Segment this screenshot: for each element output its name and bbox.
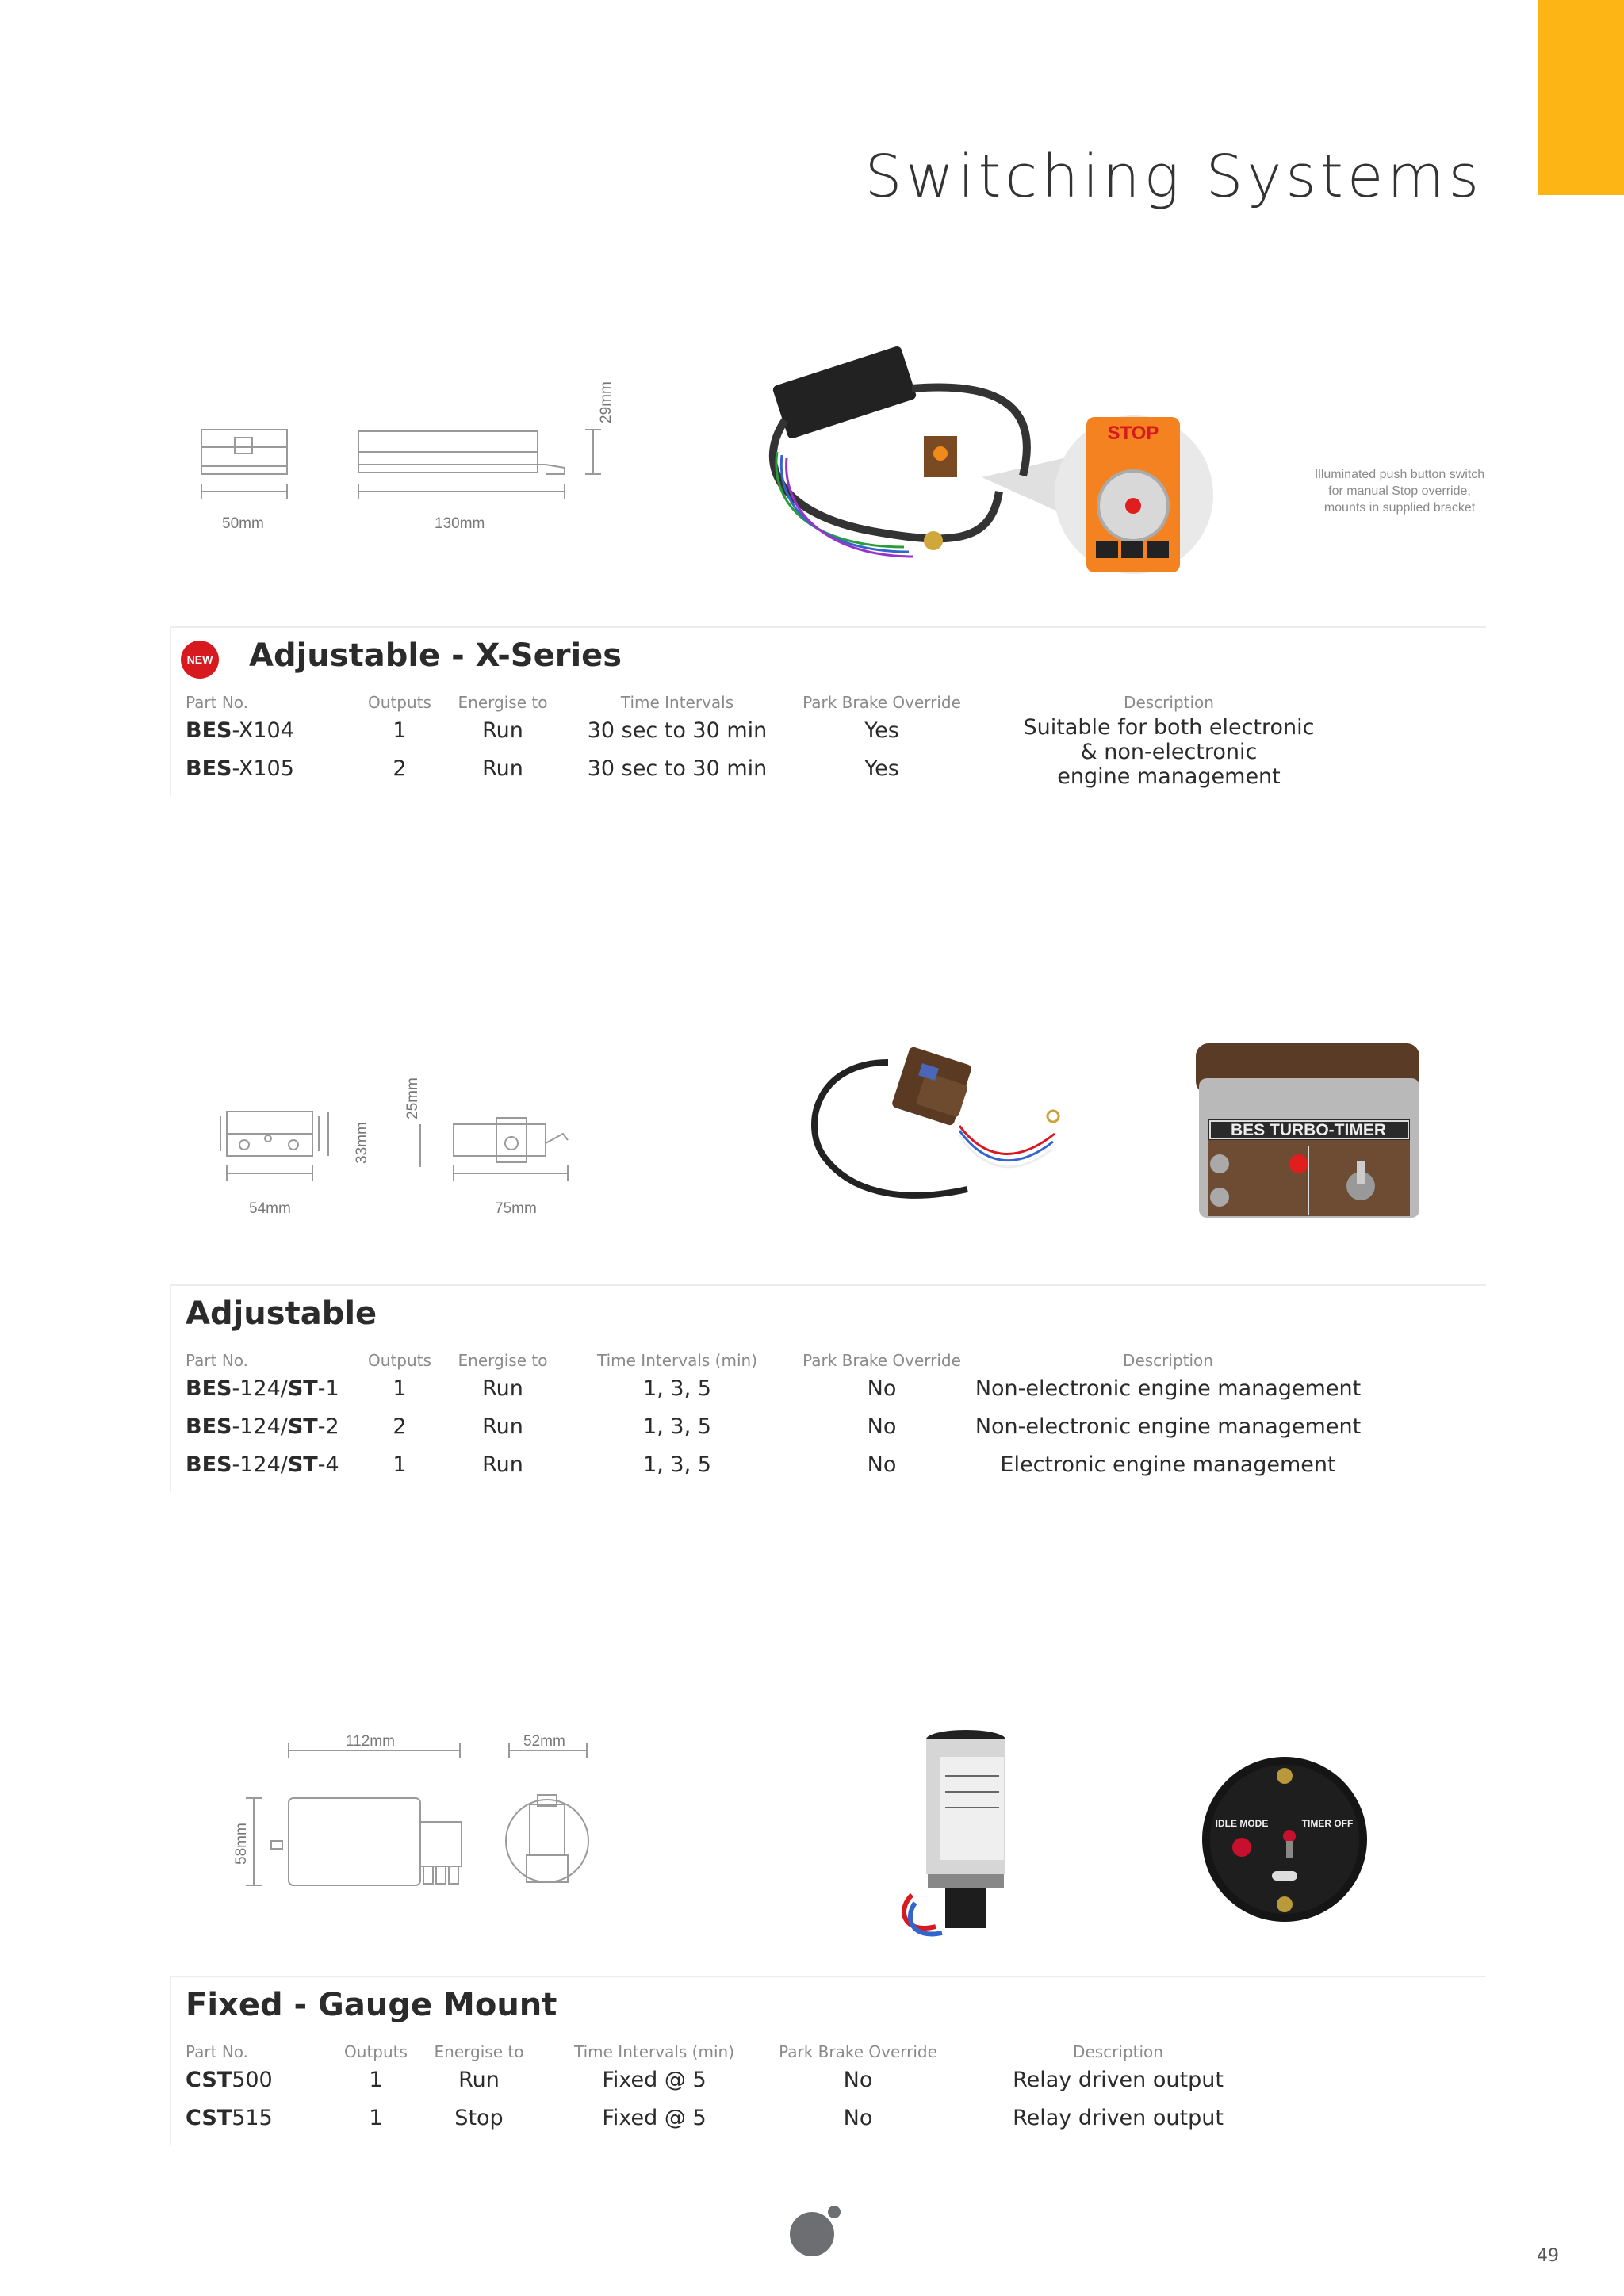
table-row-energise: Run [482,1452,523,1477]
table-row-outputs: 1 [393,1452,407,1477]
x-series-dimension-drawing [190,373,634,547]
col-header-outputs: Outputs [368,1351,431,1370]
col-header-description: Description [1124,693,1214,712]
col-header-energise: Energise to [458,1351,548,1370]
new-badge: NEW [181,641,219,679]
stop-button-callout: Illuminated push button switch for manual Stop override, mounts in supplied bracket [1314,468,1485,515]
col-header-time: Time Intervals [620,693,734,712]
section-title: Fixed - Gauge Mount [186,1987,557,2023]
table-row-part-no: CST515 [186,2106,273,2130]
table-row-description: Non-electronic engine management [975,1376,1362,1401]
gauge-height-dim: 58mm [233,1823,250,1865]
table-row-part-no: CST500 [186,2068,273,2092]
adjustable-height-dim: 33mm [354,1122,370,1164]
table-row-energise: Run [482,718,523,743]
gauge-right-label: TIMER OFF [1301,1818,1354,1829]
turbo-timer-image [1182,1031,1435,1229]
table-row-description: Electronic engine management [1000,1452,1336,1477]
table-row-time: 1, 3, 5 [643,1376,711,1401]
table-row-part-no: BES-124/ST-1 [186,1376,339,1401]
table-row-part-no: BES-124/ST-4 [186,1452,339,1477]
table-row-time: Fixed @ 5 [602,2106,707,2130]
gauge-face-image [1197,1752,1372,1927]
gauge-length-dim: 112mm [346,1733,395,1750]
x-series-height-dim: 29mm [598,381,615,423]
col-header-time: Time Intervals (min) [597,1351,757,1370]
adjustable-timer-module-image [801,1039,1071,1229]
table-row-energise: Stop [454,2106,504,2130]
table-row-time: Fixed @ 5 [602,2068,707,2092]
x-series-description: Suitable for both electronic & non-electronic engine management [1023,715,1315,789]
table-row-park: No [843,2106,873,2130]
col-header-description: Description [1123,1351,1213,1370]
adjustable-length-dim: 75mm [495,1200,537,1217]
adjustable-width-dim: 54mm [249,1200,291,1217]
table-row-time: 1, 3, 5 [643,1414,711,1439]
col-header-part-no: Part No. [186,693,249,712]
section-title: Adjustable [186,1295,377,1332]
table-row-time: 1, 3, 5 [643,1452,711,1477]
turbo-timer-label: BES TURBO-TIMER [1231,1121,1386,1139]
section-adjustable-x-series [170,626,1486,796]
table-row-park: Yes [864,756,899,781]
table-row-outputs: 1 [393,718,407,743]
col-header-energise: Energise to [434,2042,524,2061]
col-header-part-no: Part No. [186,2042,249,2061]
table-row-park: No [867,1414,897,1439]
table-row-description: Relay driven output [1013,2068,1224,2092]
table-row-time: 30 sec to 30 min [587,756,768,781]
table-row-outputs: 1 [369,2106,383,2130]
table-row-energise: Run [482,1376,523,1401]
col-header-time: Time Intervals (min) [574,2042,734,2061]
col-header-park-brake: Park Brake Override [802,693,961,712]
table-row-outputs: 1 [369,2068,383,2092]
x-series-product-image [753,333,1324,595]
table-row-energise: Run [458,2068,500,2092]
section-title: Adjustable - X-Series [249,637,622,674]
adjustable-depth-dim: 25mm [404,1077,421,1119]
gauge-mount-dimension-drawing [222,1728,619,1919]
adjustable-dimension-drawing [214,1054,611,1229]
section-fixed-gauge-mount [170,1976,1486,2145]
brand-logo-icon [790,2204,845,2260]
col-header-outputs: Outputs [344,2042,408,2061]
table-row-outputs: 2 [393,756,407,781]
table-row-outputs: 2 [393,1414,407,1439]
table-row-outputs: 1 [393,1376,407,1401]
gauge-diameter-dim: 52mm [523,1733,565,1750]
col-header-energise: Energise to [458,693,548,712]
table-row-time: 30 sec to 30 min [587,718,768,743]
table-row-energise: Run [482,1414,523,1439]
col-header-park-brake: Park Brake Override [779,2042,937,2061]
yellow-edge-tab [1538,0,1624,195]
gauge-left-label: IDLE MODE [1215,1818,1269,1829]
table-row-part-no: BES-X105 [186,756,294,781]
page-number: 49 [1537,2246,1559,2266]
col-header-outputs: Outputs [368,693,431,712]
section-adjustable [170,1284,1486,1492]
table-row-park: No [867,1376,897,1401]
page-title: Switching Systems [864,143,1483,211]
table-row-description: Relay driven output [1013,2106,1224,2130]
col-header-park-brake: Park Brake Override [802,1351,961,1370]
table-row-park: No [867,1452,897,1477]
x-series-width-dim: 50mm [222,515,264,532]
gauge-mount-timer-image [896,1705,1047,1942]
col-header-part-no: Part No. [186,1351,249,1370]
table-row-energise: Run [482,756,523,781]
table-row-description: Non-electronic engine management [975,1414,1362,1439]
x-series-length-dim: 130mm [435,515,485,532]
table-row-park: Yes [864,718,899,743]
table-row-part-no: BES-X104 [186,718,294,743]
table-row-part-no: BES-124/ST-2 [186,1414,339,1439]
stop-label: STOP [1107,423,1159,444]
table-row-park: No [843,2068,873,2092]
col-header-description: Description [1073,2042,1163,2061]
